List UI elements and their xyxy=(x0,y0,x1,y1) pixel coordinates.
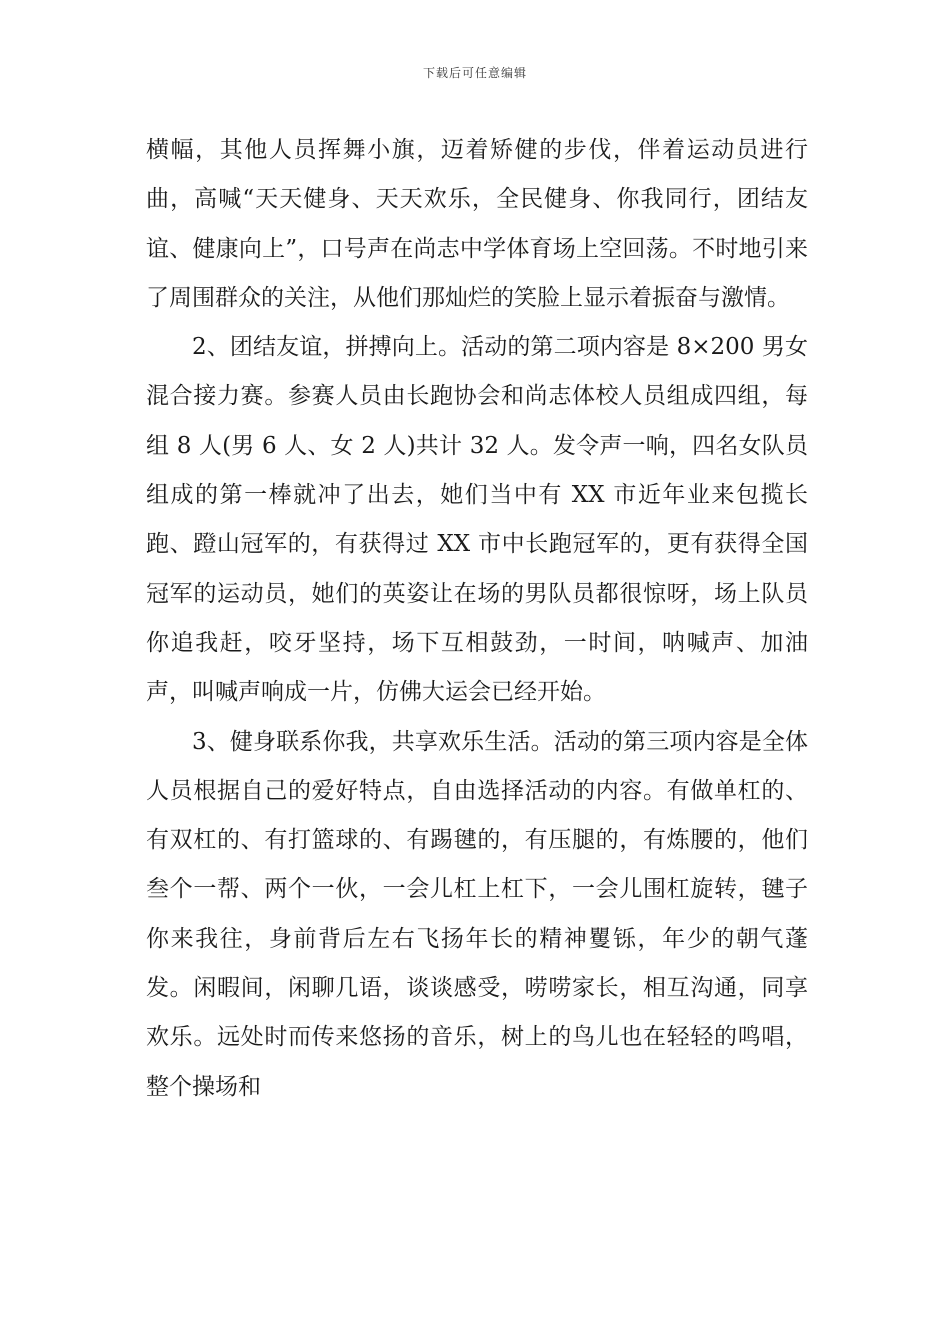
paragraph-2: 2、团结友谊，拼搏向上。活动的第二项内容是 8×200 男女混合接力赛。参赛人员由长跑协会和尚志体校人员组成四组，每组 8 人(男 6 人、女 2 人)共计 32 人。发令声一响，四名女队员组成的第一棒就冲了出去，她们当中有 XX 市近年业来包揽长跑、蹬山冠军的，有获得过 XX 市中长跑冠军的，更有获得全国冠军的运动员，她们的英姿让在场的男队员都很惊呀，场上队员你追我赶，咬牙坚持，场下互相鼓劲，一时间，呐喊声、加油声，叫喊声响成一片，仿佛大运会已经开始。 xyxy=(146,334,808,706)
page-header: 下载后可任意编辑 xyxy=(422,66,527,80)
document-body xyxy=(146,126,808,1112)
paragraph-1: 横幅，其他人员挥舞小旗，迈着矫健的步伐，伴着运动员进行曲，高喊“天天健身、天天欢乐，全民健身、你我同行，团结友谊、健康向上”，口号声在尚志中学体育场上空回荡。不时地引来了周围群众的关注，从他们那灿烂的笑脸上显示着振奋与激情。 xyxy=(146,137,808,311)
paragraph-3: 3、健身联系你我，共享欢乐生活。活动的第三项内容是全体人员根据自己的爱好特点，自由选择活动的内容。有做单杠的、有双杠的、有打篮球的、有踢毽的，有压腿的，有炼腰的，他们叁个一帮、两个一伙，一会儿杠上杠下，一会儿围杠旋转，毽子你来我往，身前背后左右飞扬年长的精神矍铄，年少的朝气蓬发。闲暇间，闲聊几语，谈谈感受，唠唠家长，相互沟通，同享欢乐。远处时而传来悠扬的音乐，树上的鸟儿也在轻轻的鸣唱，整个操场和 xyxy=(146,728,808,1100)
